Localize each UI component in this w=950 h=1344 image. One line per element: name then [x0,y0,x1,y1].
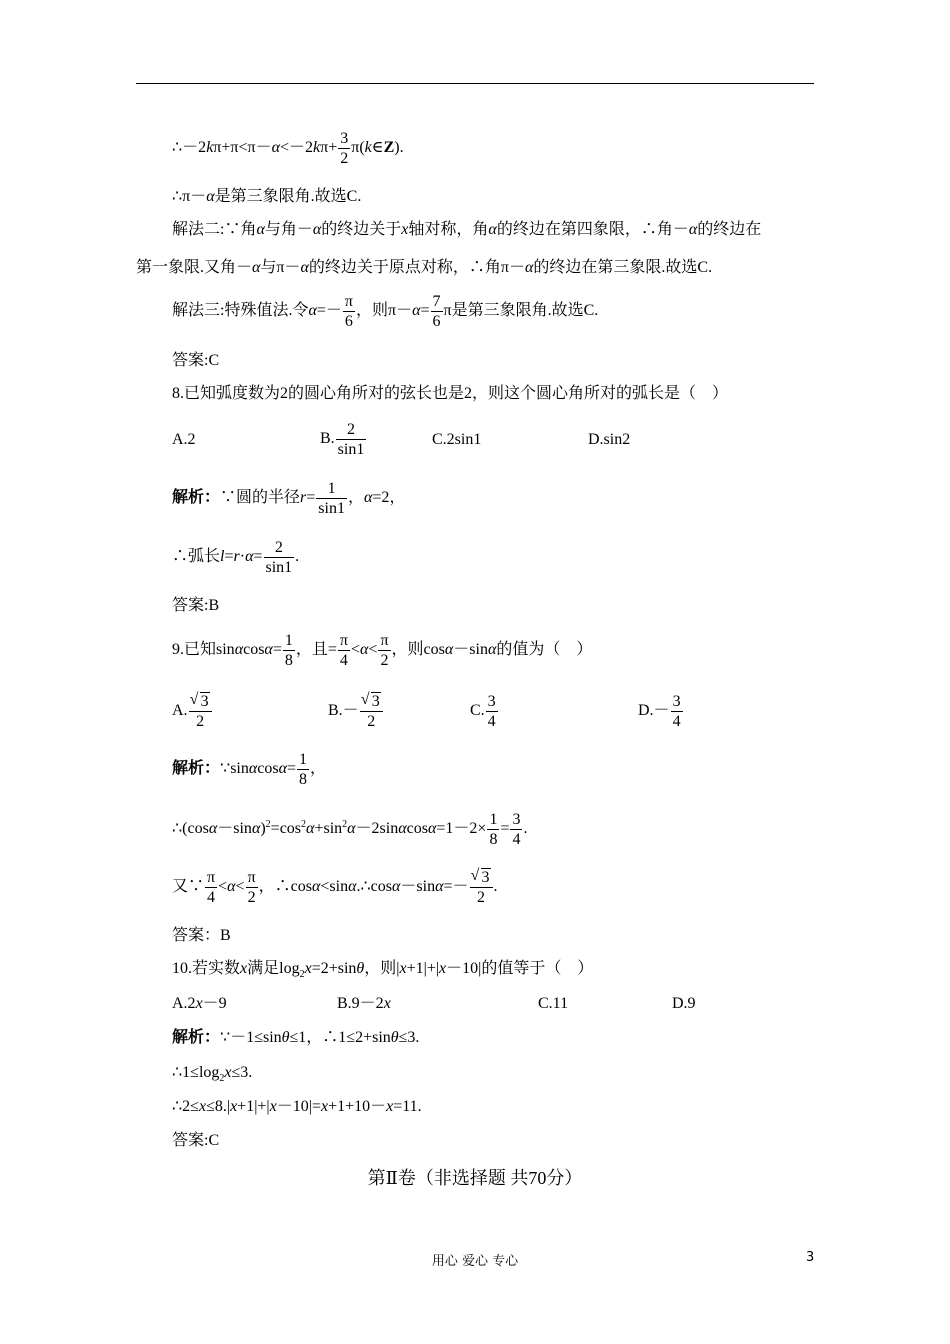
q9-option-b: B.－ √ $\frac{3}{2}$ [328,692,384,731]
fraction: √ $\frac{3}{2}$ [360,692,383,731]
q10-stem: 10.若实数x满足$\log_2x=2+\sin\theta$，则|x+1|+|x－10|的值等于（ ） [172,960,594,981]
q7-line5: 解法三:特殊值法.令α=－ $\frac{\pi}{6}$ ，则π－α= $\frac{7}{6}$ π是第三象限角.故选C. [172,293,599,330]
q7-line3: 解法二:∵角α与角－α的终边关于x轴对称，角α的终边在第四象限，∴角－α的终边在 [172,221,762,238]
q7-answer: 答案:C [172,352,220,369]
q10-answer: 答案:C [172,1132,220,1149]
page-footer: 用心 爱心 专心 [431,1254,519,1269]
q10-solution-line2: $\therefore 1\le\log_2x\le 3$. [172,1064,253,1085]
fraction: $\frac{7}{6}$ [432,293,441,330]
q9-answer: 答案：B [172,927,231,944]
q10-option-a: A.2x－9 [172,995,227,1012]
q8-option-d: D.sin2 [588,431,631,448]
q8-option-b: B. $\frac{2}{\sin 1}$ [320,421,365,458]
q9-solution-line1: 解析：∵sinαcosα= $\frac{1}{8}$ ， [172,751,327,788]
fraction: $\frac{3}{4}$ [487,693,496,730]
fraction: $\frac{1}{8}$ [489,811,498,848]
q8-answer: 答案:B [172,597,220,614]
fraction: $\frac{\pi}{6}$ [344,293,353,330]
q10-solution-line3: ∴2≤x≤8.|x+1|+|x－10|=x+1+10－x=11. [172,1098,422,1115]
q9-stem: 9.已知sinαcosα= $\frac{1}{8}$ ，且= $\frac{\pi}{4}$ <α< $\frac{\pi}{2}$ ，则cosα－sinα的值为（ ） [172,632,593,669]
fraction: $\frac{3}{4}$ [512,811,521,848]
fraction: $\frac{2}{\sin 1}$ [265,539,293,576]
q9-solution-line2: $\therefore(\cos\alpha-\sin\alpha)^2=\cos^2\alpha+\sin^2\alpha-2\sin\alpha\cos\alpha=1-2\times$ $\frac{1}{8}$ = $\frac{3}{4}$ . [172,811,528,848]
fraction: $\frac{\pi}{4}$ [339,632,348,669]
q8-option-c: C.2sin1 [432,431,482,448]
fraction: √ $\frac{3}{2}$ [189,692,212,731]
fraction: $\frac{1}{\sin 1}$ [318,480,345,517]
q10-solution-line1: 解析：∵－1≤sinθ≤1，∴1≤2+sinθ≤3. [172,1029,420,1046]
q7-line4: 第一象限.又角－α与π－α的终边关于原点对称，∴角π－α的终边在第三象限.故选C. [136,259,713,276]
fraction: $\frac{\pi}{4}$ [207,869,216,906]
page-number: 3 [806,1250,815,1265]
q8-option-a: A.2 [172,431,196,448]
q10-option-c: C.11 [538,995,569,1012]
q9-option-c: C. $\frac{3}{4}$ [470,693,496,730]
fraction: $\frac{1}{8}$ [299,751,308,788]
q7-line2: ∴π－α是第三象限角.故选C. [172,188,362,205]
fraction: $\frac{2}{\sin 1}$ [337,421,365,458]
q7-line1: ∴－2kπ+π<π－α<－2kπ+ $\frac{3}{2}$ π(k∈Z). [172,130,404,167]
q9-option-a: A. √ $\frac{3}{2}$ [172,692,213,731]
q10-option-d: D.9 [672,995,696,1012]
header-rule [136,83,814,84]
fraction: $\frac{1}{8}$ [284,632,293,669]
q8-solution-line1: 解析：∵圆的半径r= $\frac{1}{\sin 1}$ ，α=2， [172,480,406,517]
q9-solution-line3: 又∵ $\frac{\pi}{4}$ <α< $\frac{\pi}{2}$ ，∴cosα<sinα.∴cosα－sinα=－ √ $\frac{3}{2}$ . [172,868,498,907]
section-heading: 第Ⅱ卷（非选择题 共70分） [367,1168,583,1188]
fraction: $\frac{3}{2}$ [340,130,349,167]
q8-stem: 8.已知弧度数为2的圆心角所对的弦长也是2，则这个圆心角所对的弧长是（ ） [172,385,729,402]
fraction: $\frac{\pi}{2}$ [380,632,389,669]
fraction: $\frac{3}{4}$ [672,693,681,730]
q10-option-b: B.9－2x [337,995,391,1012]
q8-solution-line2: ∴弧长l=r·α= $\frac{2}{\sin 1}$ . [172,539,300,576]
q9-option-d: D.－ $\frac{3}{4}$ [638,693,681,730]
fraction: $\frac{\pi}{2}$ [247,869,256,906]
fraction: √ $\frac{3}{2}$ [470,868,493,907]
